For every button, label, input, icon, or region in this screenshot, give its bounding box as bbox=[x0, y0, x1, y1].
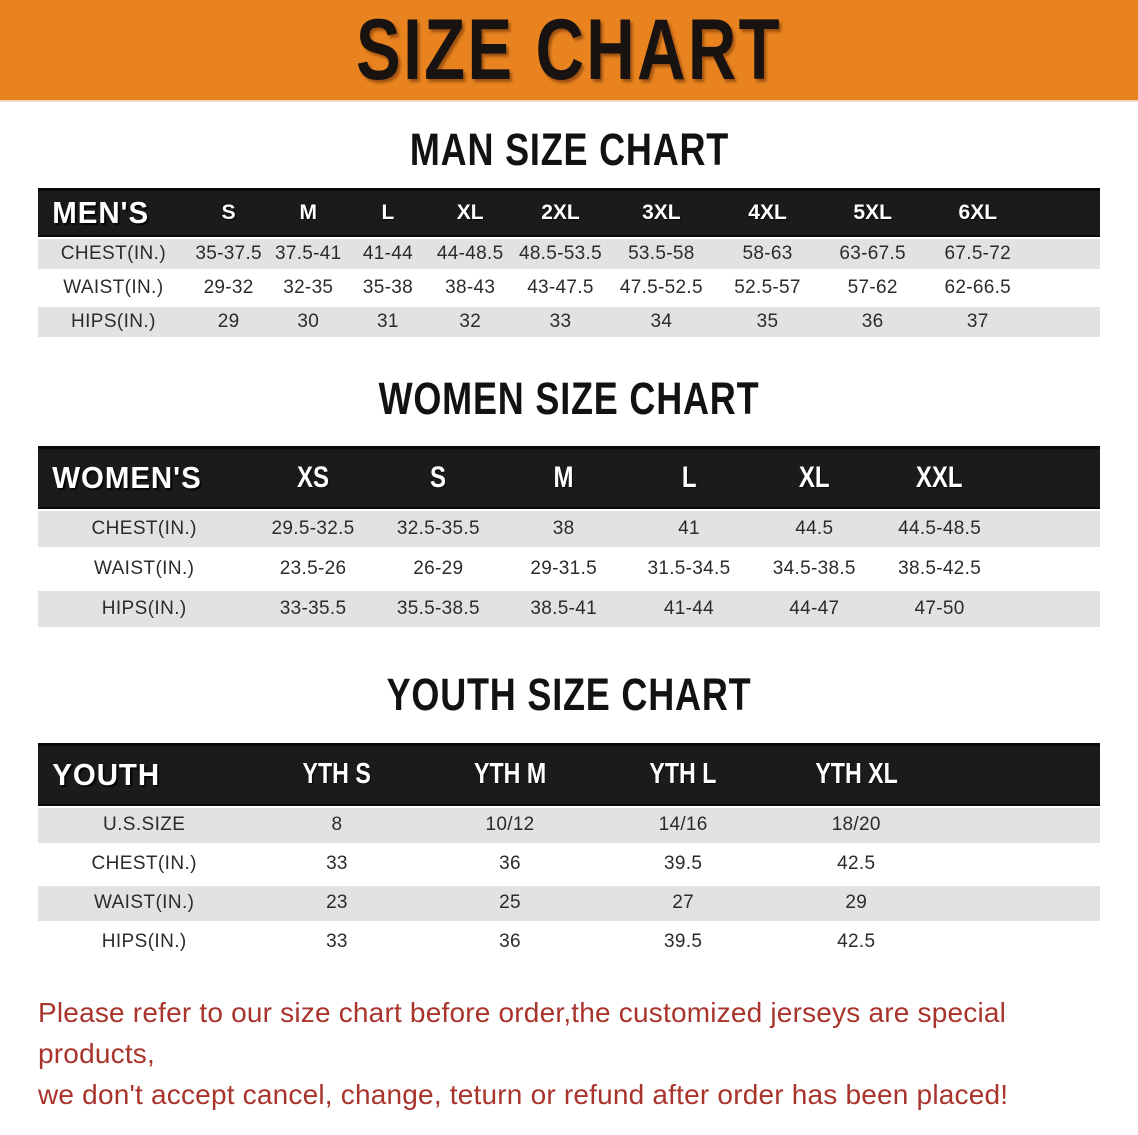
measurement-value-cell: 36 bbox=[423, 847, 596, 882]
measurement-value-cell: 62-66.5 bbox=[925, 273, 1031, 303]
measurement-value-cell: 29-32 bbox=[189, 273, 269, 303]
size-column-header-text: S bbox=[221, 201, 236, 225]
measurement-value-cell: 18/20 bbox=[770, 808, 943, 843]
measurement-value-cell: 58-63 bbox=[714, 239, 820, 269]
row-spacer-cell bbox=[1002, 551, 1100, 587]
measurement-value-cell: 27 bbox=[597, 886, 770, 921]
row-spacer-cell bbox=[1031, 273, 1100, 303]
measurement-value-cell: 29 bbox=[189, 307, 269, 337]
measurement-value-cell: 38.5-42.5 bbox=[877, 551, 1002, 587]
size-column-header-text: 3XL bbox=[642, 201, 681, 225]
measurement-value-cell: 30 bbox=[268, 307, 348, 337]
youth-table-wrap bbox=[38, 742, 1100, 964]
header-spacer-cell bbox=[943, 746, 1100, 804]
youth-size-table bbox=[38, 742, 1100, 964]
row-spacer-cell bbox=[1031, 307, 1100, 337]
table-group-label bbox=[38, 449, 250, 507]
table-group-label-text: MEN'S bbox=[52, 195, 150, 231]
measurement-row bbox=[38, 925, 1100, 960]
size-column-header-text: XS bbox=[297, 460, 330, 494]
size-column-header bbox=[597, 746, 770, 804]
measurement-value-cell: 31.5-34.5 bbox=[626, 551, 751, 587]
size-column-header bbox=[770, 746, 943, 804]
youth-section-heading bbox=[0, 668, 1138, 720]
measurement-value-cell: 34.5-38.5 bbox=[752, 551, 877, 587]
header-spacer-cell bbox=[1031, 191, 1100, 235]
measurement-value-cell: 53.5-58 bbox=[608, 239, 714, 269]
youth-section bbox=[0, 668, 1138, 964]
measurement-row-label: HIPS(IN.) bbox=[38, 925, 250, 960]
size-column-header-text: M bbox=[299, 201, 317, 225]
measurement-value-cell: 37 bbox=[925, 307, 1031, 337]
measurement-value-cell: 33 bbox=[250, 925, 423, 960]
measurement-value-cell: 43-47.5 bbox=[513, 273, 609, 303]
measurement-value-cell: 23 bbox=[250, 886, 423, 921]
banner-title: SIZE CHART bbox=[356, 2, 782, 98]
size-column-header-text: L bbox=[681, 460, 697, 494]
measurement-value-cell: 41-44 bbox=[626, 591, 751, 627]
banner bbox=[0, 0, 1138, 102]
measurement-value-cell: 8 bbox=[250, 808, 423, 843]
measurement-value-cell: 36 bbox=[821, 307, 925, 337]
measurement-row-label: WAIST(IN.) bbox=[38, 551, 250, 587]
measurement-value-cell: 23.5-26 bbox=[250, 551, 375, 587]
mens-section bbox=[0, 126, 1138, 341]
measurement-row bbox=[38, 273, 1100, 303]
measurement-row bbox=[38, 307, 1100, 337]
measurement-value-cell: 57-62 bbox=[821, 273, 925, 303]
row-spacer-cell bbox=[943, 847, 1100, 882]
measurement-value-cell: 10/12 bbox=[423, 808, 596, 843]
measurement-value-cell: 52.5-57 bbox=[714, 273, 820, 303]
size-column-header bbox=[250, 746, 423, 804]
measurement-value-cell: 26-29 bbox=[376, 551, 501, 587]
size-column-header-text: 2XL bbox=[541, 201, 580, 225]
measurement-row-label: HIPS(IN.) bbox=[38, 307, 189, 337]
size-column-header bbox=[189, 191, 269, 235]
measurement-value-cell: 48.5-53.5 bbox=[513, 239, 609, 269]
row-spacer-cell bbox=[943, 808, 1100, 843]
measurement-value-cell: 35-38 bbox=[348, 273, 428, 303]
measurement-value-cell: 38 bbox=[501, 511, 626, 547]
size-column-header-text: 5XL bbox=[853, 201, 892, 225]
size-column-header bbox=[423, 746, 596, 804]
size-column-header-text: YTH M bbox=[473, 758, 547, 791]
measurement-row bbox=[38, 551, 1100, 587]
measurement-value-cell: 35.5-38.5 bbox=[376, 591, 501, 627]
size-column-header-text: 6XL bbox=[958, 201, 998, 225]
row-spacer-cell bbox=[1002, 511, 1100, 547]
row-spacer-cell bbox=[943, 886, 1100, 921]
measurement-value-cell: 32 bbox=[428, 307, 513, 337]
measurement-value-cell: 35-37.5 bbox=[189, 239, 269, 269]
row-spacer-cell bbox=[943, 925, 1100, 960]
disclaimer-line-1: Please refer to our size chart before order,the customized jerseys are special products, bbox=[38, 996, 1007, 1069]
size-table-header-row bbox=[38, 191, 1100, 235]
table-group-label bbox=[38, 746, 250, 804]
measurement-value-cell: 32.5-35.5 bbox=[376, 511, 501, 547]
size-table-header-row bbox=[38, 746, 1100, 804]
measurement-value-cell: 35 bbox=[714, 307, 820, 337]
measurement-value-cell: 41-44 bbox=[348, 239, 428, 269]
measurement-row-label: WAIST(IN.) bbox=[38, 886, 250, 921]
size-column-header-text: L bbox=[381, 201, 395, 225]
measurement-value-cell: 44.5 bbox=[752, 511, 877, 547]
measurement-value-cell: 44-48.5 bbox=[428, 239, 513, 269]
measurement-value-cell: 33-35.5 bbox=[250, 591, 375, 627]
measurement-value-cell: 34 bbox=[608, 307, 714, 337]
youth-section-heading-text: YOUTH SIZE CHART bbox=[386, 668, 752, 720]
size-column-header bbox=[752, 449, 877, 507]
table-group-label-text: YOUTH bbox=[52, 756, 161, 792]
size-column-header bbox=[376, 449, 501, 507]
disclaimer-line-2: we don't accept cancel, change, teturn or refund after order has been placed! bbox=[38, 1078, 1009, 1110]
measurement-row-label: WAIST(IN.) bbox=[38, 273, 189, 303]
measurement-value-cell: 33 bbox=[250, 847, 423, 882]
measurement-value-cell: 31 bbox=[348, 307, 428, 337]
measurement-value-cell: 41 bbox=[626, 511, 751, 547]
table-group-label-text: WOMEN'S bbox=[52, 459, 202, 495]
measurement-value-cell: 63-67.5 bbox=[821, 239, 925, 269]
measurement-row bbox=[38, 239, 1100, 269]
size-column-header bbox=[925, 191, 1031, 235]
size-column-header-text: XL bbox=[798, 460, 830, 494]
measurement-value-cell: 39.5 bbox=[597, 925, 770, 960]
measurement-value-cell: 37.5-41 bbox=[268, 239, 348, 269]
size-table-header-row bbox=[38, 449, 1100, 507]
measurement-value-cell: 42.5 bbox=[770, 925, 943, 960]
measurement-row-label: CHEST(IN.) bbox=[38, 239, 189, 269]
size-column-header bbox=[348, 191, 428, 235]
size-column-header-text: 4XL bbox=[748, 201, 787, 225]
size-column-header bbox=[608, 191, 714, 235]
measurement-row-label: U.S.SIZE bbox=[38, 808, 250, 843]
measurement-value-cell: 38.5-41 bbox=[501, 591, 626, 627]
size-column-header bbox=[428, 191, 513, 235]
size-column-header bbox=[877, 449, 1002, 507]
size-column-header-text: M bbox=[553, 460, 574, 494]
measurement-value-cell: 32-35 bbox=[268, 273, 348, 303]
womens-size-table bbox=[38, 445, 1100, 631]
measurement-value-cell: 25 bbox=[423, 886, 596, 921]
measurement-value-cell: 29 bbox=[770, 886, 943, 921]
size-column-header bbox=[501, 449, 626, 507]
measurement-value-cell: 29-31.5 bbox=[501, 551, 626, 587]
header-spacer-cell bbox=[1002, 449, 1100, 507]
mens-table-wrap bbox=[38, 187, 1100, 341]
womens-section-heading-text: WOMEN SIZE CHART bbox=[378, 373, 760, 425]
row-spacer-cell bbox=[1002, 591, 1100, 627]
measurement-row-label: HIPS(IN.) bbox=[38, 591, 250, 627]
measurement-value-cell: 38-43 bbox=[428, 273, 513, 303]
size-column-header bbox=[714, 191, 820, 235]
size-column-header-text: S bbox=[430, 460, 447, 494]
size-column-header-text: XL bbox=[456, 201, 484, 225]
womens-section bbox=[0, 375, 1138, 630]
womens-table-wrap bbox=[38, 445, 1100, 631]
measurement-value-cell: 36 bbox=[423, 925, 596, 960]
measurement-value-cell: 44.5-48.5 bbox=[877, 511, 1002, 547]
size-column-header-text: YTH S bbox=[302, 758, 372, 791]
size-column-header-text: XXL bbox=[916, 460, 963, 494]
size-column-header bbox=[513, 191, 609, 235]
measurement-row bbox=[38, 847, 1100, 882]
measurement-row bbox=[38, 511, 1100, 547]
mens-size-table bbox=[38, 187, 1100, 341]
measurement-row bbox=[38, 808, 1100, 843]
measurement-value-cell: 14/16 bbox=[597, 808, 770, 843]
size-column-header-text: YTH XL bbox=[814, 758, 898, 791]
measurement-value-cell: 33 bbox=[513, 307, 609, 337]
measurement-value-cell: 44-47 bbox=[752, 591, 877, 627]
measurement-value-cell: 39.5 bbox=[597, 847, 770, 882]
disclaimer bbox=[38, 992, 1100, 1115]
mens-section-heading-text: MAN SIZE CHART bbox=[409, 124, 729, 175]
measurement-value-cell: 47.5-52.5 bbox=[608, 273, 714, 303]
measurement-value-cell: 42.5 bbox=[770, 847, 943, 882]
mens-section-heading bbox=[0, 126, 1138, 173]
size-column-header bbox=[250, 449, 375, 507]
size-column-header bbox=[821, 191, 925, 235]
measurement-row bbox=[38, 886, 1100, 921]
row-spacer-cell bbox=[1031, 239, 1100, 269]
size-chart-sections bbox=[0, 126, 1138, 964]
measurement-value-cell: 29.5-32.5 bbox=[250, 511, 375, 547]
size-column-header-text: YTH L bbox=[649, 758, 717, 791]
size-column-header bbox=[268, 191, 348, 235]
measurement-value-cell: 67.5-72 bbox=[925, 239, 1031, 269]
table-group-label bbox=[38, 191, 189, 235]
size-column-header bbox=[626, 449, 751, 507]
measurement-value-cell: 47-50 bbox=[877, 591, 1002, 627]
measurement-row-label: CHEST(IN.) bbox=[38, 511, 250, 547]
womens-section-heading bbox=[0, 373, 1138, 425]
measurement-row-label: CHEST(IN.) bbox=[38, 847, 250, 882]
measurement-row bbox=[38, 591, 1100, 627]
